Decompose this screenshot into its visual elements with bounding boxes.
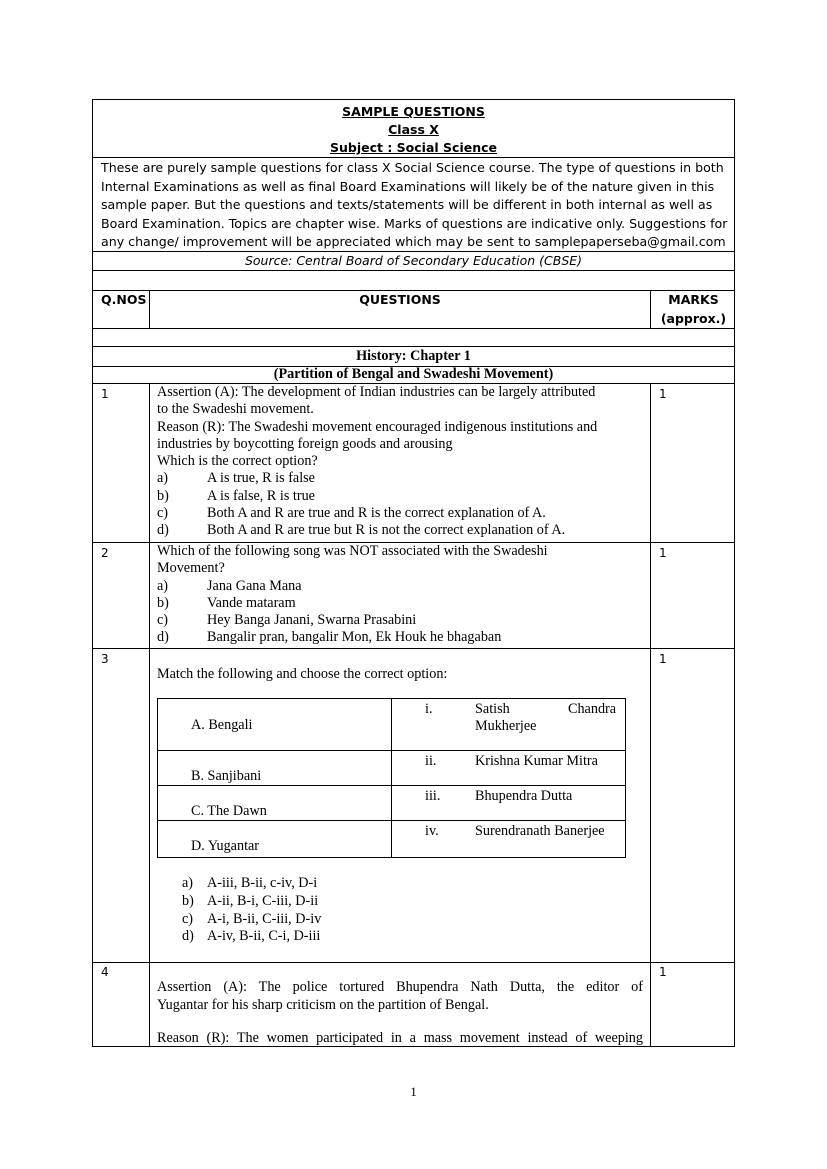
subject-label: Subject : Social Science bbox=[329, 140, 498, 155]
match-right-ii-key: ii. bbox=[425, 753, 437, 769]
q3-answers bbox=[182, 875, 482, 946]
q2-text: Which of the following song was NOT associated with the Swadeshi Movement? a) Jana Gana Mana b) Vande mataram c) Hey Banga Janani, Swarna Prasabini d) Bangalir pran, bangalir Mon, Ek Houk he bhagaban bbox=[157, 543, 643, 647]
match-right-iv-key: iv. bbox=[425, 823, 439, 839]
q2-option-c: c) Hey Banga Janani, Swarna Prasabini bbox=[157, 612, 417, 629]
col-marks: MARKS bbox=[668, 292, 719, 307]
col-marks-approx: (approx.) bbox=[660, 311, 727, 326]
match-right-iv: Surendranath Banerjee bbox=[475, 823, 605, 839]
q1-number: 1 bbox=[101, 387, 109, 401]
doc-title: SAMPLE QUESTIONS bbox=[342, 104, 485, 119]
col-questions: QUESTIONS bbox=[359, 292, 441, 307]
match-right-iii: Bhupendra Dutta bbox=[475, 788, 573, 804]
match-right-ii: Krishna Kumar Mitra bbox=[475, 753, 598, 769]
match-right-i-word3: Mukherjee bbox=[475, 718, 537, 734]
q3-prompt: Match the following and choose the correct option: bbox=[157, 666, 448, 682]
match-left-b: B. Sanjibani bbox=[191, 768, 262, 784]
q2-marks: 1 bbox=[659, 546, 667, 560]
q3-answer-b: b) A-ii, B-i, C-iii, D-ii bbox=[182, 892, 319, 909]
q2-option-b: b) Vande mataram bbox=[157, 594, 296, 611]
q1-text: Assertion (A): The development of Indian industries can be largely attributed to the Swadeshi movement. Reason (R): The Swadeshi movement encouraged indigenous institutions and industries by boycotting foreign goods and arousing Which is the correct option? a) A is true, R is false b) A is false, R is true c) Both A and R are true and R is the correct explanation of A. d) Both A and R are true but R is not the correct explanation of A. bbox=[157, 384, 643, 540]
q4-assertion-line2: Yugantar for his sharp criticism on the partition of Bengal. bbox=[157, 997, 489, 1013]
q4-marks: 1 bbox=[659, 965, 667, 979]
match-right-iii-key: iii. bbox=[425, 788, 441, 804]
match-right-i-word1: Satish bbox=[475, 701, 510, 717]
q3-answer-d: d) A-iv, B-ii, C-i, D-iii bbox=[182, 928, 321, 945]
class-label: Class X bbox=[388, 122, 439, 137]
q2-option-d: d) Bangalir pran, bangalir Mon, Ek Houk he bhagaban bbox=[157, 629, 502, 646]
q4-assertion-line1: Assertion (A): The police tortured Bhupendra Nath Dutta, the editor of bbox=[157, 979, 643, 995]
q1-option-b: b) A is false, R is true bbox=[157, 487, 315, 504]
col-qnos: Q.NOS bbox=[101, 292, 147, 307]
q1-option-d: d) Both A and R are true but R is not the correct explanation of A. bbox=[157, 522, 566, 539]
source-line: Source: Central Board of Secondary Education (CBSE) bbox=[244, 253, 583, 268]
match-table bbox=[157, 698, 626, 858]
match-right-i-word2: Chandra bbox=[568, 701, 617, 717]
q1-option-a: a) A is true, R is false bbox=[157, 470, 315, 487]
page-number: 1 bbox=[410, 1084, 417, 1099]
match-right-i-key: i. bbox=[425, 701, 433, 717]
q4-reason: Reason (R): The women participated in a mass movement instead of weeping bbox=[157, 1030, 643, 1046]
q2-option-a: a) Jana Gana Mana bbox=[157, 577, 302, 594]
question-paper-table bbox=[92, 99, 735, 1047]
chapter-title: History: Chapter 1 bbox=[356, 348, 471, 364]
q1-marks: 1 bbox=[659, 387, 667, 401]
chapter-subtitle: (Partition of Bengal and Swadeshi Movement) bbox=[273, 366, 554, 382]
match-left-c: C. The Dawn bbox=[191, 803, 267, 819]
q3-answer-c: c) A-i, B-ii, C-iii, D-iv bbox=[182, 910, 322, 927]
q3-answer-a: a) A-iii, B-ii, c-iv, D-i bbox=[182, 875, 318, 891]
q2-number: 2 bbox=[101, 546, 109, 560]
q3-number: 3 bbox=[101, 652, 109, 666]
match-left-d: D. Yugantar bbox=[191, 838, 260, 854]
q4-number: 4 bbox=[101, 965, 109, 979]
q1-option-c: c) Both A and R are true and R is the correct explanation of A. bbox=[157, 505, 546, 522]
match-left-a: A. Bengali bbox=[191, 717, 253, 733]
q3-marks: 1 bbox=[659, 652, 667, 666]
intro-paragraph: These are purely sample questions for class X Social Science course. The type of questions in both Internal Examinations as well as final Board Examinations will likely be of the nature given in this sample paper. But the questions and texts/statements will be different in both internal as well as Board Examination. Topics are chapter wise. Marks of questions are indicative only. Suggestions for any change/ improvement will be appreciated which may be sent to samplepaperseba@gmail.com bbox=[101, 160, 728, 250]
